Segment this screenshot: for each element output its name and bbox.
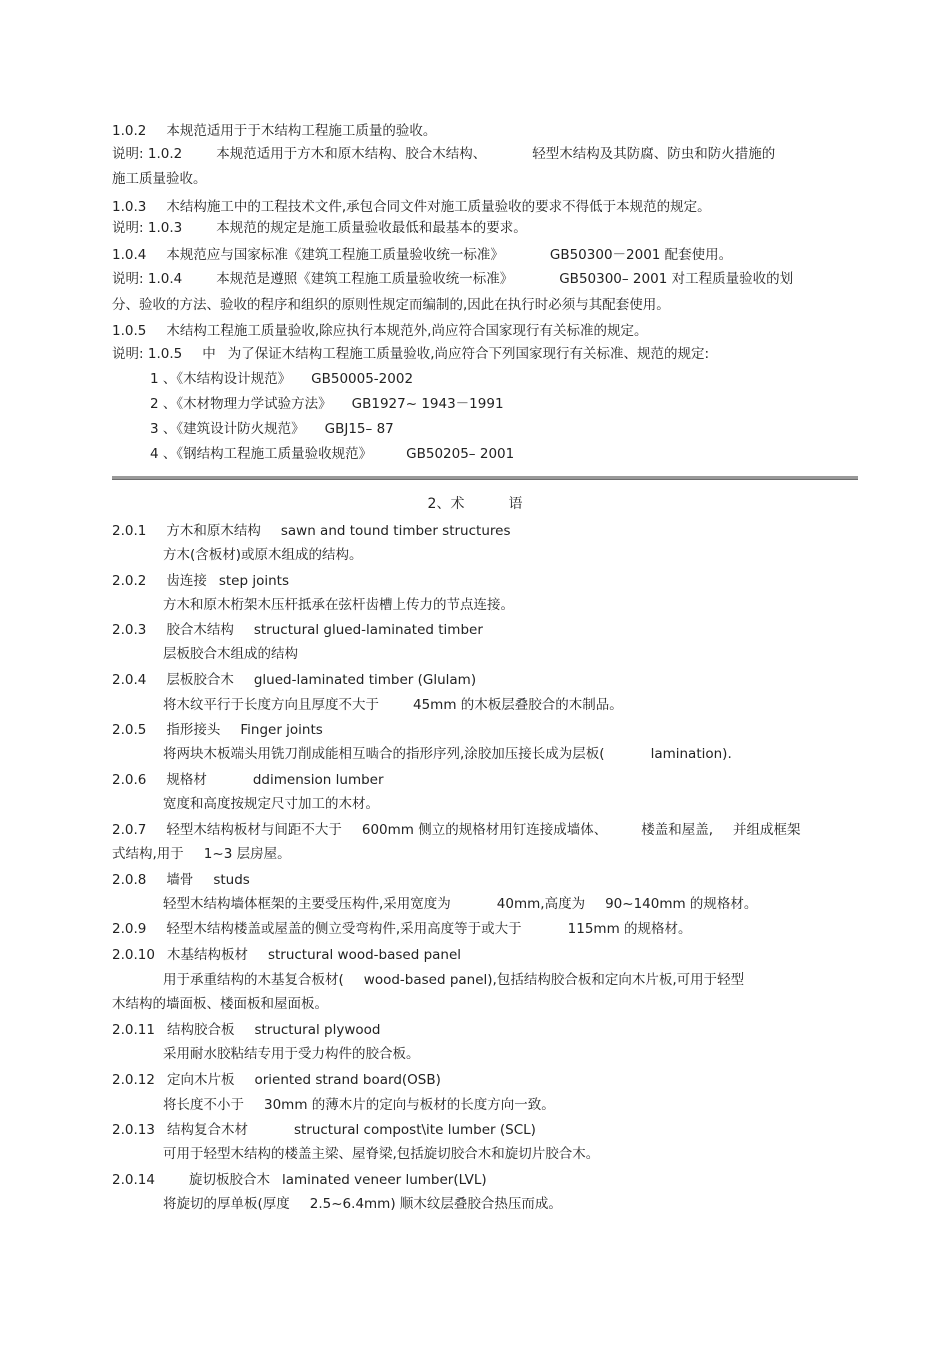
term-name: 齿连接 [166, 573, 207, 589]
note-label: 说明: [112, 220, 144, 236]
clause-text: 木结构工程施工质量验收,除应执行本规范外,尚应符合国家现行有关标准的规定。 [166, 323, 648, 339]
term-number: 2.0.12 [112, 1072, 155, 1088]
term-english: Finger joints [240, 722, 323, 738]
note-label: 说明: [112, 271, 144, 287]
term-2-0-4 [112, 671, 476, 689]
term-text: 式结构,用于 [112, 846, 184, 862]
term-definition: 方木和原木桁架木压杆抵承在弦杆齿槽上传力的节点连接。 [163, 597, 514, 613]
list-title: 《钢结构工程施工质量验收规范》 [176, 446, 373, 462]
term-2-0-8 [112, 871, 250, 889]
term-number: 2.0.8 [112, 872, 147, 888]
term-name: 指形接头 [166, 722, 221, 738]
term-definition [163, 745, 732, 763]
note-1-0-5 [112, 345, 709, 363]
term-definition [163, 1096, 555, 1114]
section-title-part: 语 [508, 496, 523, 512]
clause-number: 1.0.3 [112, 199, 147, 215]
term-english: ddimension lumber [252, 772, 384, 788]
term-english: structural wood-based panel [267, 947, 462, 963]
clause-1-0-4 [112, 246, 732, 264]
term-name: 规格材 [166, 772, 207, 788]
term-number: 2.0.7 [112, 822, 147, 838]
definition-text-cont: 2.5~6.4mm) 顺木纹层叠胶合热压而成。 [309, 1196, 562, 1212]
term-name: 墙骨 [166, 872, 194, 888]
note-1-0-3 [112, 219, 527, 237]
note-1-0-2-cont: 施工质量验收。 [112, 171, 207, 187]
term-name: 木基结构板材 [166, 947, 248, 963]
list-number: 2 、 [150, 396, 177, 412]
term-text-cont: 600mm 侧立的规格材用钉连接成墙体、 [361, 822, 608, 838]
term-english: sawn and tound timber structures [280, 523, 511, 539]
term-name: 定向木片板 [166, 1072, 235, 1088]
list-item [150, 445, 514, 463]
clause-1-0-3 [112, 198, 711, 216]
term-2-0-2 [112, 572, 289, 590]
term-number: 2.0.5 [112, 722, 147, 738]
definition-text: 将长度不小于 [163, 1097, 244, 1113]
term-definition: 层板胶合木组成的结构 [163, 646, 298, 662]
term-2-0-11 [112, 1021, 380, 1039]
term-definition: 可用于轻型木结构的楼盖主梁、屋脊梁,包括旋切胶合木和旋切片胶合木。 [163, 1146, 600, 1162]
term-2-0-1 [112, 522, 510, 540]
term-2-0-5 [112, 721, 323, 739]
term-english: structural compost\ite lumber (SCL) [293, 1122, 536, 1138]
term-english: structural glued-laminated timber [253, 622, 483, 638]
term-english: laminated veneer lumber(LVL) [281, 1172, 487, 1188]
definition-text-cont: 30mm 的薄木片的定向与板材的长度方向一致。 [264, 1097, 555, 1113]
term-2-0-6 [112, 771, 384, 789]
section-divider [112, 476, 858, 480]
clause-text: 木结构施工中的工程技术文件,承包合同文件对施工质量验收的要求不得低于本规范的规定。 [166, 199, 711, 215]
note-text-cont: 轻型木结构及其防腐、防虫和防火措施的 [532, 146, 776, 162]
list-title: 《木结构设计规范》 [176, 371, 292, 387]
term-definition-cont: 木结构的墙面板、楼面板和屋面板。 [112, 996, 328, 1012]
note-label: 说明: [112, 346, 144, 362]
term-definition [163, 1195, 562, 1213]
list-code: GB50205– 2001 [406, 446, 515, 462]
note-text: 中 [202, 346, 216, 362]
term-2-0-7-cont [112, 845, 291, 863]
term-2-0-12 [112, 1071, 441, 1089]
list-item [150, 420, 394, 438]
list-item [150, 395, 504, 413]
clause-number: 1.0.5 [112, 323, 147, 339]
term-number: 2.0.3 [112, 622, 147, 638]
term-definition [163, 696, 623, 714]
term-english: structural plywood [254, 1022, 381, 1038]
term-2-0-14 [112, 1171, 487, 1189]
clause-1-0-5 [112, 322, 647, 340]
definition-text: 用于承重结构的木基复合板材( [163, 972, 344, 988]
clause-text: 本规范应与国家标准《建筑工程施工质量验收统一标准》 [166, 247, 504, 263]
term-number: 2.0.10 [112, 947, 155, 963]
term-text-cont: 115mm 的规格材。 [567, 921, 692, 937]
term-number: 2.0.6 [112, 772, 147, 788]
note-number: 1.0.2 [147, 146, 183, 162]
term-name: 旋切板胶合木 [188, 1172, 270, 1188]
term-text-cont: 楼盖和屋盖, [641, 822, 714, 838]
term-text: 轻型木结构楼盖或屋盖的侧立受弯构件,采用高度等于或大于 [166, 921, 522, 937]
clause-number: 1.0.2 [112, 123, 147, 139]
note-label: 说明: [112, 146, 144, 162]
list-number: 3 、 [150, 421, 177, 437]
section-title [0, 495, 950, 513]
note-number: 1.0.5 [147, 346, 183, 362]
note-text: 本规范适用于方木和原木结构、胶合木结构、 [216, 146, 487, 162]
definition-text: 将旋切的厚单板(厚度 [163, 1196, 290, 1212]
term-name: 结构胶合板 [166, 1022, 235, 1038]
clause-text-cont: GB50300－2001 配套使用。 [549, 247, 733, 263]
clause-number: 1.0.4 [112, 247, 147, 263]
definition-text-cont: 90~140mm 的规格材。 [605, 896, 758, 912]
list-code: GB1927~ 1943－1991 [351, 396, 504, 412]
definition-text: 将木纹平行于长度方向且厚度不大于 [163, 697, 379, 713]
term-english: glued-laminated timber (Glulam) [253, 672, 477, 688]
list-number: 1 、 [150, 371, 177, 387]
term-english: step joints [218, 573, 289, 589]
term-definition: 方木(含板材)或原木组成的结构。 [163, 547, 363, 563]
term-definition: 宽度和高度按规定尺寸加工的木材。 [163, 796, 379, 812]
term-number: 2.0.11 [112, 1022, 155, 1038]
definition-text: 将两块木板端头用铣刀削成能相互啮合的指形序列,涂胶加压接长成为层板( [163, 746, 605, 762]
note-text: 本规范的规定是施工质量验收最低和最基本的要求。 [216, 220, 527, 236]
definition-text-cont: 40mm,高度为 [496, 896, 586, 912]
term-name: 方木和原木结构 [166, 523, 261, 539]
definition-text-cont: 45mm 的木板层叠胶合的木制品。 [413, 697, 623, 713]
note-text-cont: 为了保证木结构工程施工质量验收,尚应符合下列国家现行有关标准、规范的规定: [227, 346, 710, 362]
note-number: 1.0.4 [147, 271, 183, 287]
term-definition [163, 971, 744, 989]
term-number: 2.0.14 [112, 1172, 155, 1188]
term-number: 2.0.4 [112, 672, 147, 688]
term-name: 胶合木结构 [166, 622, 234, 638]
term-english: oriented strand board(OSB) [254, 1072, 441, 1088]
note-1-0-2 [112, 145, 775, 163]
term-2-0-3 [112, 621, 483, 639]
term-number: 2.0.9 [112, 921, 147, 937]
clause-1-0-2 [112, 122, 436, 140]
term-2-0-10 [112, 946, 461, 964]
list-code: GBJ15– 87 [324, 421, 394, 437]
term-2-0-9 [112, 920, 692, 938]
note-1-0-4 [112, 270, 793, 288]
note-text-cont: GB50300– 2001 对工程质量验收的划 [559, 271, 794, 287]
list-title: 《建筑设计防火规范》 [176, 421, 305, 437]
term-2-0-13 [112, 1121, 536, 1139]
definition-text-cont: wood-based panel),包括结构胶合板和定向木片板,可用于轻型 [363, 972, 745, 988]
term-english: studs [213, 872, 250, 888]
term-name: 层板胶合木 [166, 672, 234, 688]
term-number: 2.0.13 [112, 1122, 155, 1138]
term-definition: 采用耐水胶粘结专用于受力构件的胶合板。 [163, 1046, 420, 1062]
term-number: 2.0.2 [112, 573, 147, 589]
term-text-cont: 并组成框架 [733, 822, 801, 838]
term-name: 结构复合木材 [166, 1122, 248, 1138]
note-1-0-4-cont: 分、验收的方法、验收的程序和组织的原则性规定而编制的,因此在执行时必须与其配套使用。 [112, 297, 670, 313]
term-definition [163, 895, 757, 913]
section-title-part: 2、术 [427, 496, 465, 512]
definition-text-cont: lamination). [650, 746, 732, 762]
term-text-cont: 1~3 层房屋。 [203, 846, 291, 862]
list-code: GB50005-2002 [311, 371, 414, 387]
list-item [150, 370, 413, 388]
note-text: 本规范是遵照《建筑工程施工质量验收统一标准》 [216, 271, 514, 287]
note-number: 1.0.3 [147, 220, 183, 236]
clause-text: 本规范适用于于木结构工程施工质量的验收。 [166, 123, 437, 139]
list-title: 《木材物理力学试验方法》 [176, 396, 332, 412]
term-text: 轻型木结构板材与间距不大于 [166, 822, 342, 838]
definition-text: 轻型木结构墙体框架的主要受压构件,采用宽度为 [163, 896, 451, 912]
list-number: 4 、 [150, 446, 177, 462]
term-2-0-7 [112, 821, 801, 839]
term-number: 2.0.1 [112, 523, 147, 539]
